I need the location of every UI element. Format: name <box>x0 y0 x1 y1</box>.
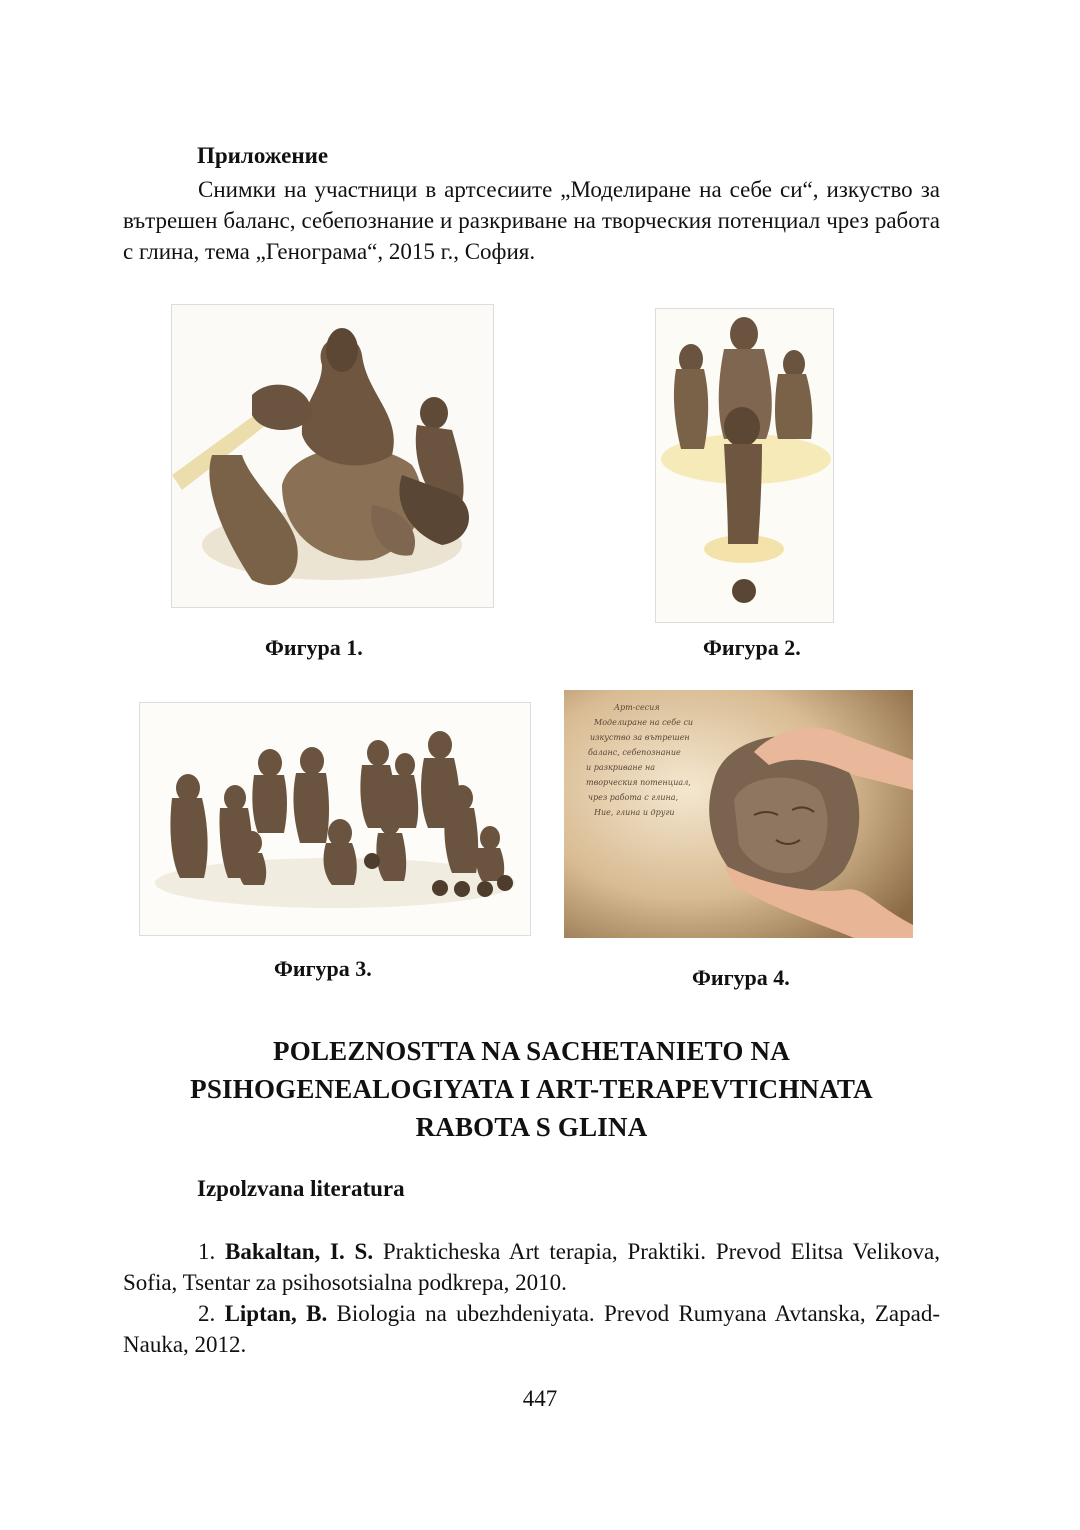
title-line-3: RABOTA S GLINA <box>415 1112 648 1142</box>
figure-2-caption: Фигура 2. <box>703 635 801 660</box>
figure-4-text-line-2: Моделиране на себе си <box>594 718 694 727</box>
figure-3-caption: Фигура 3. <box>274 956 372 981</box>
reference-item <box>123 1236 940 1298</box>
figure-4-text-line-7: чрез работа с глина, <box>588 793 679 802</box>
figure-4-text-line-1: Арт-сесия <box>614 703 660 712</box>
figure-4-text-line-6: творческия потенциал, <box>586 778 691 787</box>
figure-4-text-line-8: Ние, глина и други <box>594 808 675 817</box>
title-line-2: PSIHOGENEALOGIYATA I ART-TERAPEVTICHNATA <box>190 1074 873 1104</box>
figure-4-photo <box>564 690 913 938</box>
figure-4-text-line-3: изкуство за вътрешен <box>590 733 690 742</box>
reference-item <box>123 1298 940 1360</box>
title-line-1: POLEZNOSTTA NA SACHETANIETO NA <box>273 1036 790 1066</box>
reference-number: 2. <box>198 1301 216 1326</box>
figure-1-photo <box>171 304 494 608</box>
figure-4-caption: Фигура 4. <box>692 965 790 990</box>
figure-4-text-line-4: баланс, себепознание <box>588 748 681 757</box>
appendix-paragraph: Снимки на участници в артсесиите „Моделиране на себе си“, изкуство за вътрешен баланс, себепознание и разкриване на творческия потенциал чрез работа с глина, тема „Генограма“, 2015 г., София. <box>123 177 940 264</box>
article-title <box>123 1032 940 1146</box>
references-heading: Izpolzvana literatura <box>197 1176 405 1201</box>
reference-text: Prakticheska Art terapia, Praktiki. Prevod Elitsa Velikova, Sofia, Tsentar za psihosotsialna podkrepa, 2010. <box>123 1239 941 1295</box>
reference-number: 1. <box>198 1239 216 1264</box>
appendix-heading: Приложение <box>197 143 329 168</box>
reference-author: Bakaltan, I. S. <box>225 1239 374 1264</box>
figure-3-photo <box>139 702 531 936</box>
figure-4-text-line-5: и разкриване на <box>586 763 656 772</box>
reference-author: Liptan, B. <box>224 1301 328 1326</box>
page-number: 447 <box>522 1386 558 1411</box>
figure-1-caption: Фигура 1. <box>265 635 363 660</box>
figure-2-photo <box>655 308 834 623</box>
reference-text: Biologia na ubezhdeniyata. Prevod Rumyana Avtanska, Zapad-Nauka, 2012. <box>123 1301 941 1357</box>
